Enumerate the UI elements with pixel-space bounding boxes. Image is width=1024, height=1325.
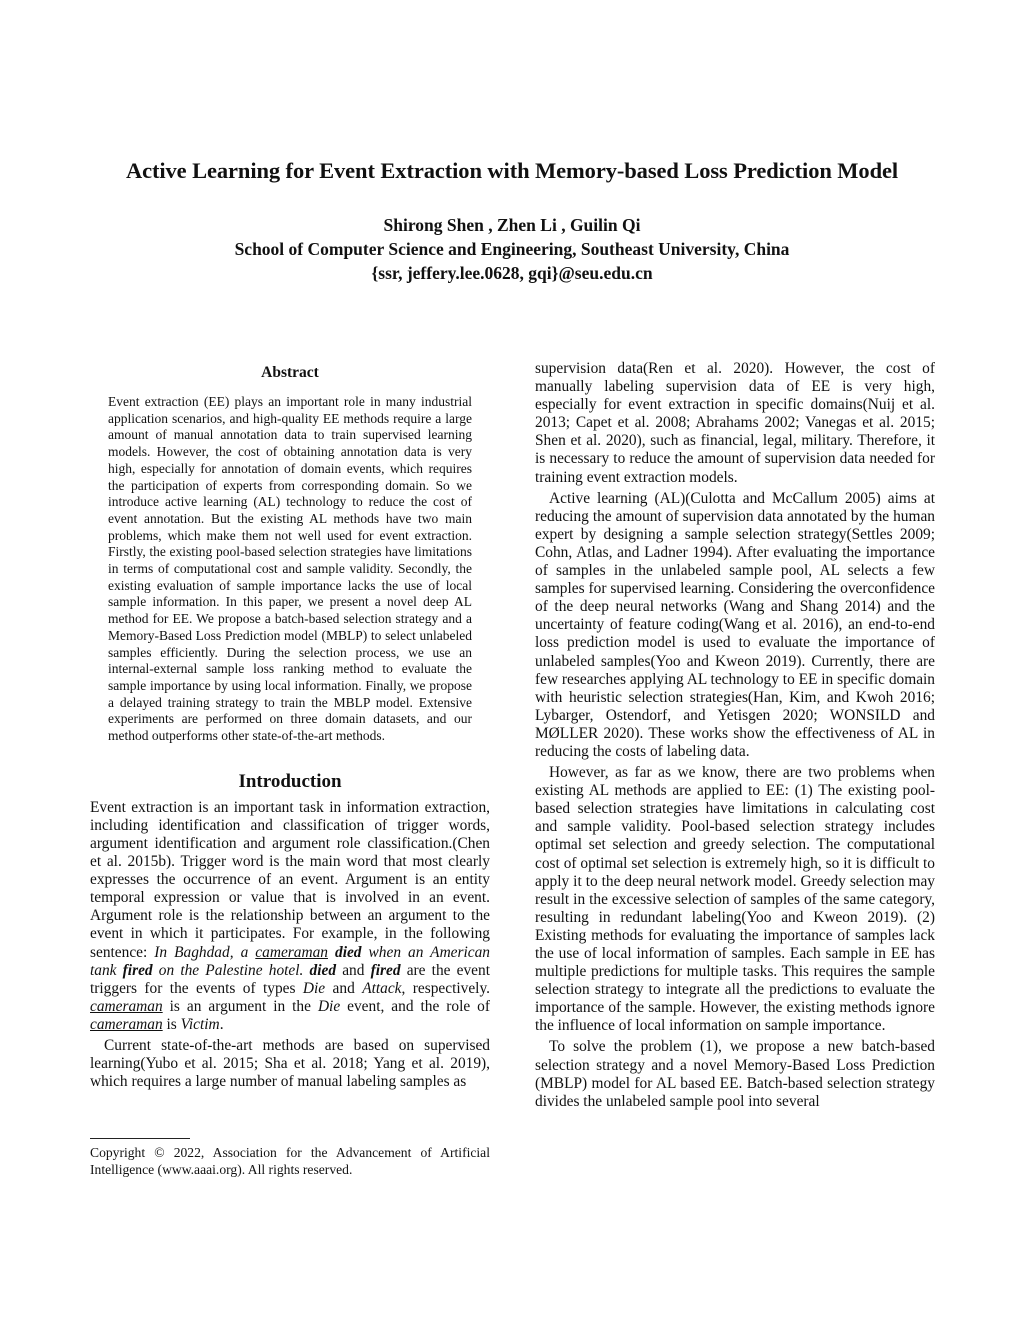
example-argument: cameraman <box>255 943 328 961</box>
example-argument: cameraman <box>90 1015 163 1033</box>
introduction-heading: Introduction <box>238 770 342 792</box>
right-paragraph-4: To solve the problem (1), we propose a new batch-based selection strategy and a novel Memory-Based Loss Prediction (MBLP) model for AL based EE. Batch-based selection strategy divides the unlabeled sample pool into several <box>535 1038 935 1110</box>
example-text <box>328 944 335 961</box>
footnote-rule <box>90 1138 190 1139</box>
event-type: Attack <box>362 979 402 997</box>
abstract-heading: Abstract <box>261 364 319 381</box>
example-text: on the Palestine hotel. <box>152 961 304 979</box>
example-trigger: died <box>309 961 337 979</box>
example-argument: cameraman <box>90 997 163 1015</box>
intro-text: and <box>325 979 363 997</box>
example-text: when an American tank <box>90 943 490 979</box>
right-paragraph-2: Active learning (AL)(Culotta and McCallum 2005) aims at reducing the amount of supervision data annotated by the human expert by designing a sample selection strategy(Settles 2009; Cohn, Atlas, and Ladner 1994). After evaluating the importance of samples in the unlabeled sample pool, AL selects a few samples for supervised learning. Considering the overconfidence of the deep neural networks (Wang and Shang 2014) and the uncertainty of feature coding(Wang et al. 2016), an end-to-end loss prediction model is used to evaluate the importance of unlabeled samples(Yoo and Kweon 2019). Currently, there are few researches applying AL technology to EE in specific domain with heuristic selection strategies(Han, Kim, and Kwoh 2016; Lybarger, Ostendorf, and Yetisgen 2020; WONSILD and MØLLER 2020). These works show the effectiveness of AL in reducing the costs of labeling data. <box>535 489 935 760</box>
intro-text: is <box>162 1015 181 1033</box>
intro-text: , respectively. <box>401 979 490 997</box>
event-type: Die <box>317 997 341 1015</box>
example-trigger: fired <box>122 961 153 979</box>
author-names: Shirong Shen , Zhen Li , Guilin Qi <box>383 215 641 235</box>
left-column <box>90 360 490 1091</box>
copyright-footnote: Copyright © 2022, Association for the Advancement of Artificial Intelligence (www.aaai.org). All rights reserved. <box>90 1145 490 1177</box>
author-affiliation: School of Computer Science and Engineering, Southeast University, China <box>234 239 790 259</box>
intro-text: . <box>219 1015 224 1033</box>
intro-text: are the event triggers for the events of types <box>90 961 490 997</box>
example-trigger: fired <box>370 961 401 979</box>
author-block <box>0 213 1024 285</box>
right-column <box>535 360 935 1111</box>
intro-paragraph-1 <box>90 799 490 1034</box>
argument-role: Victim <box>180 1015 220 1033</box>
intro-text: is an argument in the <box>162 997 318 1015</box>
right-paragraph-1: supervision data(Ren et al. 2020). However, the cost of manually labeling supervision data of EE is very high, especially for event extraction in specific domains(Nuij et al. 2013; Capet et al. 2008; Abrahams 2002; Vanegas et al. 2015; Shen et al. 2020), such as financial, legal, military. Therefore, it is necessary to reduce the amount of supervision data needed for training event extraction models. <box>535 360 935 486</box>
example-text: In Baghdad, a <box>154 943 256 961</box>
intro-paragraph-2: Current state-of-the-art methods are based on supervised learning(Yubo et al. 2015; Sha et al. 2018; Yang et al. 2019), which requires a large number of manual labeling samples as <box>90 1036 490 1091</box>
author-emails: {ssr, jeffery.lee.0628, gqi}@seu.edu.cn <box>371 263 653 283</box>
event-type: Die <box>302 979 326 997</box>
intro-text: and <box>336 961 371 979</box>
right-paragraph-3: However, as far as we know, there are two problems when existing AL methods are applied to EE: (1) The existing pool-based selection strategies have limitations in calculating cost and sample validity. Pool-based selection strategy includes optimal set selection and greedy selection. The computational cost of optimal set selection is extremely high, so it is difficult to apply it to the deep neural network model. Greedy selection may result in the excessive selection of samples of the same category, resulting in redundant labeling(Yoo and Kweon 2019). (2) Existing methods for evaluating the importance of samples lack the use of local information of samples. Each sample in EE has multiple predictions for multiple tasks. This requires the sample selection strategy to integrate all the predictions to evaluate the importance of the sample. However, the existing methods ignore the influence of local information on sample importance. <box>535 764 935 1035</box>
intro-text: event, and the role of <box>340 997 490 1015</box>
abstract-text: Event extraction (EE) plays an important role in many industrial application scenarios, and high-quality EE methods require a large amount of manual annotation data to train supervised learning models. However, the cost of obtaining annotation data is very high, especially for annotation of domain events, which requires the participation of experts from corresponding domain. So we introduce active learning (AL) technology to reduce the cost of event annotation. But the existing AL methods have two main problems, which make them not well used for event extraction. Firstly, the existing pool-based selection strategies have limitations in terms of computational cost and sample validity. Secondly, the existing evaluation of sample importance lacks the use of local sample information. In this paper, we present a novel deep AL method for EE. We propose a batch-based selection strategy and a Memory-Based Loss Prediction model (MBLP) to select unlabeled samples efficiently. During the selection process, we use an internal-external sample loss ranking method to evaluate the sample importance by using local information. Finally, we propose a delayed training strategy to train the MBLP model. Extensive experiments are performed on three domain datasets, and our method outperforms other state-of-the-art methods. <box>108 394 472 744</box>
intro-text: Event extraction is an important task in information extraction, including identification and classification of trigger words, argument identification and argument role classification.(Chen et al. 2015b). Trigger word is the main word that most clearly expresses the occurrence of an event. Argument is an entity temporal expression or value that is involved in an event. Argument role is the relationship between an argument to the event in which it participates. For example, in the following sentence: <box>90 798 490 961</box>
paper-title: Active Learning for Event Extraction with Memory-based Loss Prediction Model <box>125 158 899 183</box>
example-trigger: died <box>335 943 362 961</box>
